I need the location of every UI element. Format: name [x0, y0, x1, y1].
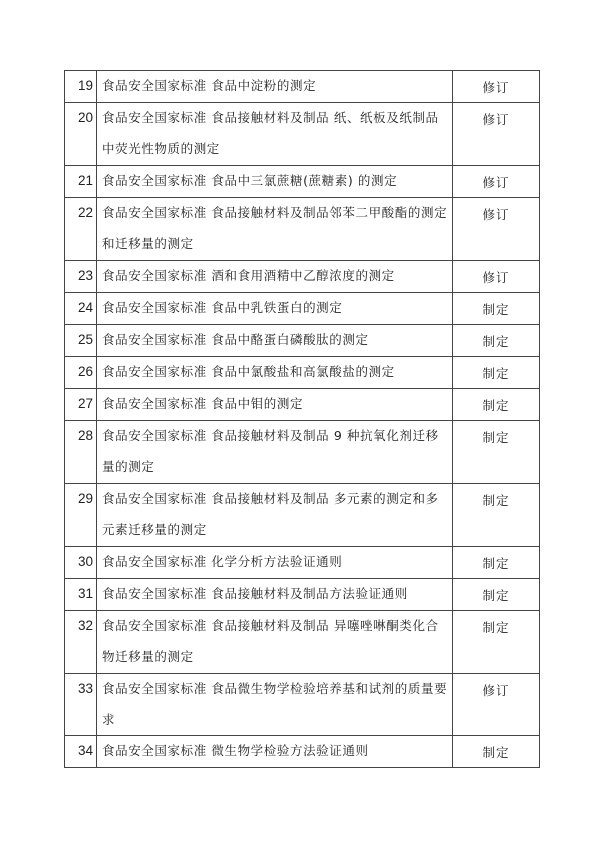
revision-type: 修订: [453, 71, 540, 103]
row-number: 25: [65, 325, 97, 357]
standard-name: 食品安全国家标准 食品微生物学检验培养基和试剂的质量要求: [97, 674, 453, 736]
table-row: [65, 166, 540, 198]
standard-name: 食品安全国家标准 酒和食用酒精中乙醇浓度的测定: [97, 261, 453, 293]
revision-type: 制定: [453, 484, 540, 547]
revision-type: 制定: [453, 421, 540, 484]
table-row: [65, 261, 540, 293]
row-number: 34: [65, 736, 97, 768]
revision-type: 制定: [453, 611, 540, 674]
table-row: [65, 71, 540, 103]
table-row: [65, 293, 540, 325]
row-number: 22: [65, 198, 97, 261]
row-number: 27: [65, 389, 97, 421]
row-number: 26: [65, 357, 97, 389]
standard-name: 食品安全国家标准 食品中乳铁蛋白的测定: [97, 293, 453, 325]
row-number: 29: [65, 484, 97, 547]
table-row: [65, 357, 540, 389]
standard-name: 食品安全国家标准 食品接触材料及制品 9 种抗氧化剂迁移量的测定: [97, 421, 453, 484]
standards-table: [64, 70, 540, 768]
standard-name: 食品安全国家标准 微生物学检验方法验证通则: [97, 736, 453, 768]
row-number: 32: [65, 611, 97, 674]
standard-name: 食品安全国家标准 化学分析方法验证通则: [97, 547, 453, 579]
revision-type: 制定: [453, 547, 540, 579]
revision-type: 制定: [453, 389, 540, 421]
standard-name: 食品安全国家标准 食品中酪蛋白磷酸肽的测定: [97, 325, 453, 357]
row-number: 30: [65, 547, 97, 579]
standard-name: 食品安全国家标准 食品接触材料及制品 纸、纸板及纸制品中荧光性物质的测定: [97, 103, 453, 166]
table-row: [65, 103, 540, 166]
revision-type: 制定: [453, 325, 540, 357]
revision-type: 制定: [453, 736, 540, 768]
table-row: [65, 484, 540, 547]
revision-type: 修订: [453, 198, 540, 261]
revision-type: 制定: [453, 579, 540, 611]
table-row: [65, 611, 540, 674]
table-row: [65, 198, 540, 261]
standard-name: 食品安全国家标准 食品接触材料及制品邻苯二甲酸酯的测定和迁移量的测定: [97, 198, 453, 261]
revision-type: 修订: [453, 674, 540, 736]
revision-type: 修订: [453, 166, 540, 198]
revision-type: 修订: [453, 103, 540, 166]
row-number: 33: [65, 674, 97, 736]
row-number: 21: [65, 166, 97, 198]
standard-name: 食品安全国家标准 食品中氯酸盐和高氯酸盐的测定: [97, 357, 453, 389]
table-row: [65, 674, 540, 736]
revision-type: 制定: [453, 293, 540, 325]
standard-name: 食品安全国家标准 食品接触材料及制品 多元素的测定和多元素迁移量的测定: [97, 484, 453, 547]
standard-name: 食品安全国家标准 食品接触材料及制品方法验证通则: [97, 579, 453, 611]
table-row: [65, 421, 540, 484]
revision-type: 修订: [453, 261, 540, 293]
row-number: 28: [65, 421, 97, 484]
row-number: 23: [65, 261, 97, 293]
row-number: 24: [65, 293, 97, 325]
row-number: 19: [65, 71, 97, 103]
table-row: [65, 389, 540, 421]
standard-name: 食品安全国家标准 食品中淀粉的测定: [97, 71, 453, 103]
revision-type: 制定: [453, 357, 540, 389]
table-row: [65, 736, 540, 768]
table-row: [65, 325, 540, 357]
row-number: 31: [65, 579, 97, 611]
standard-name: 食品安全国家标准 食品中三氯蔗糖(蔗糖素) 的测定: [97, 166, 453, 198]
standard-name: 食品安全国家标准 食品接触材料及制品 异噻唑啉酮类化合物迁移量的测定: [97, 611, 453, 674]
row-number: 20: [65, 103, 97, 166]
standard-name: 食品安全国家标准 食品中钼的测定: [97, 389, 453, 421]
table-row: [65, 579, 540, 611]
table-row: [65, 547, 540, 579]
